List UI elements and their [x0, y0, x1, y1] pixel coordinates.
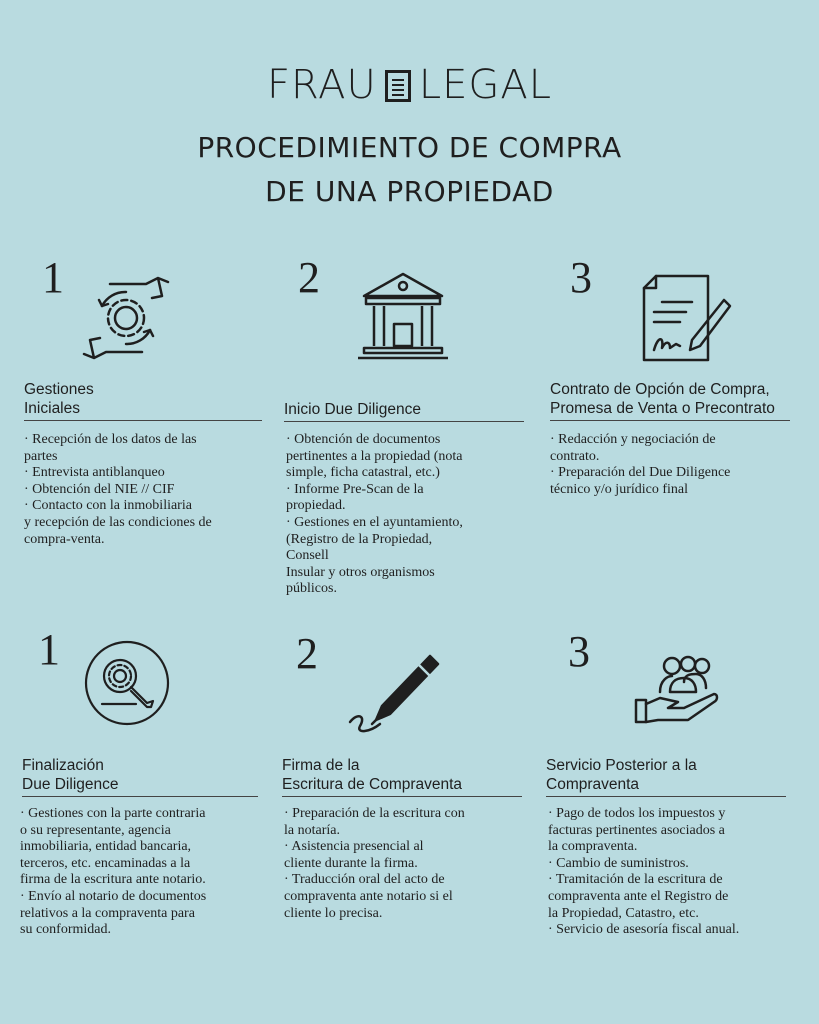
- step-body: · Obtención de documentos pertinentes a la propiedad (nota simple, ficha catastral, etc.) · Informe Pre-Scan de la propiedad. · Gestiones en el ayuntamiento, (Registro de la Propiedad, Consell Insular y otros organismos públicos.: [286, 432, 463, 597]
- brand-left: FRAU: [266, 62, 377, 108]
- gear-hands-icon: [74, 272, 178, 364]
- step-number: 1: [38, 625, 60, 674]
- step-title: Servicio Posterior a la Compraventa: [546, 756, 786, 797]
- brand-logo: [0, 62, 819, 108]
- page-title-line-1: PROCEDIMIENTO DE COMPRA: [197, 131, 622, 164]
- step-body: · Preparación de la escritura con la notaría. · Asistencia presencial al cliente durante la firma. · Traducción oral del acto de compraventa ante notario si el cliente lo precisa.: [284, 806, 465, 921]
- step-title: Gestiones Iniciales: [24, 380, 262, 421]
- step-number: 1: [42, 253, 64, 302]
- brand-right: LEGAL: [418, 62, 553, 108]
- step-title: Firma de la Escritura de Compraventa: [282, 756, 522, 797]
- step-body: · Gestiones con la parte contraria o su representante, agencia inmobiliaria, entidad bancaria, terceros, etc. encaminadas a la firma de la escritura ante notario. · Envío al notario de documentos relativos a la compraventa para su conformidad.: [20, 806, 207, 938]
- step-body: · Redacción y negociación de contrato. · Preparación del Due Diligence técnico y/o jurídico final: [550, 432, 731, 497]
- step-number: 3: [568, 627, 590, 676]
- step-body: · Pago de todos los impuestos y facturas pertinentes asociados a la compraventa. · Cambio de suministros. · Tramitación de la escritura de compraventa ante el Registro de la Propiedad, Catastro, etc. · Servicio de asesoría fiscal anual.: [548, 806, 740, 938]
- step-number: 3: [570, 253, 592, 302]
- hand-people-icon: [632, 652, 724, 726]
- step-number: 2: [298, 253, 320, 302]
- pen-signature-icon: [346, 652, 446, 736]
- page-title: [0, 126, 819, 214]
- page-title-line-2: DE UNA PROPIEDAD: [265, 175, 554, 208]
- contract-signing-icon: [640, 272, 732, 364]
- step-body: · Recepción de los datos de las partes · Entrevista antiblanqueo · Obtención del NIE // CIF · Contacto con la inmobiliaria y recepción de las condiciones de compra-venta.: [24, 432, 212, 547]
- step-title: Inicio Due Diligence: [284, 400, 524, 422]
- step-title: Finalización Due Diligence: [22, 756, 258, 797]
- step-title: Contrato de Opción de Compra, Promesa de Venta o Precontrato: [550, 380, 790, 421]
- document-logo-icon: [385, 70, 411, 102]
- magnifier-gear-icon: [84, 640, 170, 726]
- step-number: 2: [296, 629, 318, 678]
- bank-icon: [356, 268, 450, 362]
